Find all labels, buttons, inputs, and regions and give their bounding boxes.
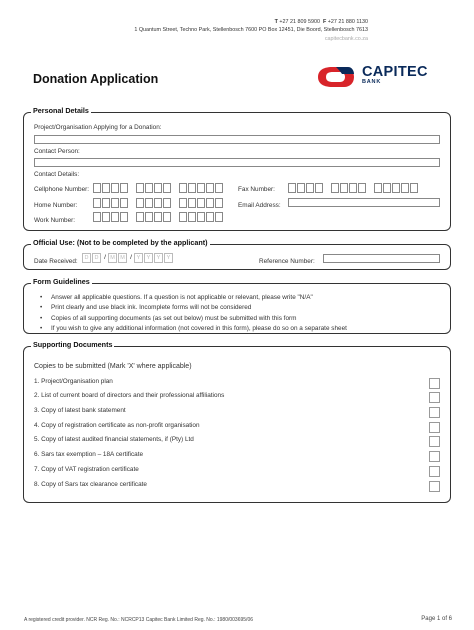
personal-details-section	[23, 106, 451, 231]
header-address: 1 Quantum Street, Techno Park, Stellenbosch 7600 PO Box 12451, Die Boord, Stellenbosch 7613	[134, 27, 368, 33]
document-checkbox[interactable]	[429, 422, 440, 433]
cellphone-input[interactable]	[93, 183, 224, 193]
contact-person-input[interactable]	[34, 158, 440, 167]
document-checkbox[interactable]	[429, 407, 440, 418]
work-number-input[interactable]	[93, 212, 224, 222]
document-checkbox[interactable]	[429, 466, 440, 477]
supporting-documents-heading: Supporting Documents	[33, 340, 113, 349]
header-website: capitecbank.co.za	[324, 36, 368, 42]
guideline-item: • Print clearly and use black ink. Incomplete forms will not be considered	[40, 303, 347, 313]
contact-phone-line: T +27 21 809 5900 F +27 21 880 1130	[274, 19, 368, 25]
document-checkbox[interactable]	[429, 392, 440, 403]
guideline-item: • If you wish to give any additional information (not covered in this form), please do so on a separate sheet	[40, 324, 347, 334]
document-checkbox[interactable]	[429, 481, 440, 492]
fax-number-input[interactable]	[288, 183, 419, 193]
contact-person-label: Contact Person:	[34, 148, 80, 155]
form-guidelines-section	[23, 277, 451, 334]
logo-subtitle: BANK	[362, 79, 382, 85]
document-item: 1. Project/Organisation plan	[34, 378, 113, 385]
contact-details-label: Contact Details:	[34, 171, 80, 178]
home-number-label: Home Number:	[34, 202, 78, 209]
project-label: Project/Organisation Applying for a Donation:	[34, 124, 162, 131]
guidelines-list	[40, 293, 347, 334]
cellphone-label: Cellphone Number:	[34, 186, 90, 193]
project-input[interactable]	[34, 135, 440, 144]
supporting-documents-section	[23, 340, 451, 503]
date-received-input[interactable]: D D / M M / Y Y Y Y	[82, 253, 174, 263]
date-received-label: Date Received:	[34, 258, 78, 265]
document-item: 3. Copy of latest bank statement	[34, 407, 126, 414]
form-guidelines-heading: Form Guidelines	[33, 277, 90, 286]
guideline-item: • Answer all applicable questions. If a question is not applicable or relevant, please write "N/A"	[40, 293, 347, 303]
document-item: 5. Copy of latest audited financial statements, if (Pty) Ltd	[34, 436, 194, 443]
official-use-heading: Official Use: (Not to be completed by the applicant)	[33, 238, 208, 247]
document-item: 2. List of current board of directors and their professional affiliations	[34, 392, 225, 399]
official-use-section	[23, 238, 451, 270]
document-item: 7. Copy of VAT registration certificate	[34, 466, 139, 473]
logo-wordmark: CAPITEC	[362, 64, 428, 80]
page-number: Page 1 of 6	[421, 616, 452, 622]
reference-number-input[interactable]	[323, 254, 440, 263]
document-item: 4. Copy of registration certificate as non-profit organisation	[34, 422, 200, 429]
guideline-item: • Copies of all supporting documents (as set out below) must be submitted with this form	[40, 314, 347, 324]
document-item: 6. Sars tax exemption – 18A certificate	[34, 451, 144, 458]
reference-number-label: Reference Number:	[259, 258, 315, 265]
document-checkbox[interactable]	[429, 436, 440, 447]
home-number-input[interactable]	[93, 198, 224, 208]
document-item: 8. Copy of Sars tax clearance certificate	[34, 481, 147, 488]
footer-legal: A registered credit provider. NCR Reg. No.: NCRCP13 Capitec Bank Limited Reg. No.: 1980/003695/06	[24, 617, 254, 623]
document-checkbox[interactable]	[429, 378, 440, 389]
work-number-label: Work Number:	[34, 217, 76, 224]
email-input[interactable]	[288, 198, 440, 207]
email-label: Email Address:	[238, 202, 281, 209]
fax-number-label: Fax Number:	[238, 186, 275, 193]
supporting-intro: Copies to be submitted (Mark 'X' where applicable)	[34, 363, 192, 370]
personal-details-heading: Personal Details	[33, 106, 89, 115]
page-title: Donation Application	[33, 72, 159, 86]
document-checkbox[interactable]	[429, 451, 440, 462]
